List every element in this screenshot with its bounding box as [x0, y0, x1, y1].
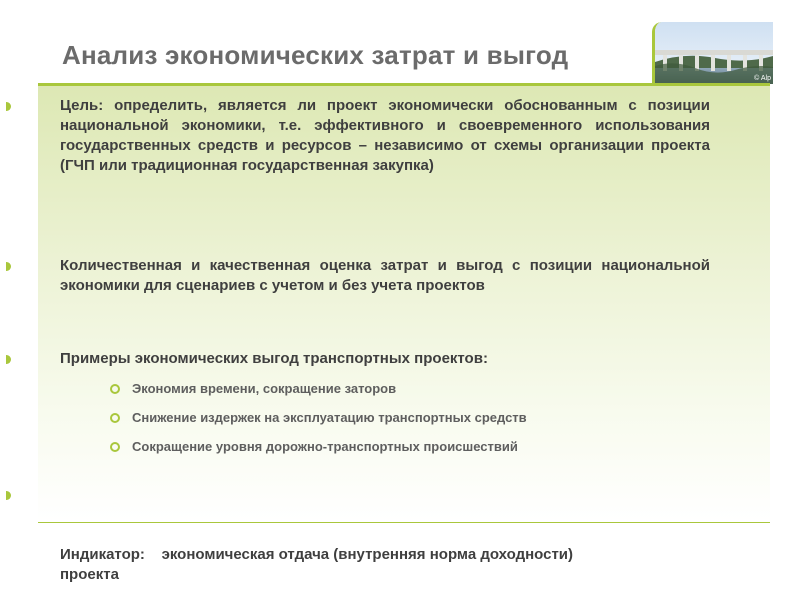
sub-bullet-text: Сокращение уровня дорожно-транспортных происшествий	[132, 439, 518, 454]
slide-title: Анализ экономических затрат и выгод	[62, 40, 569, 70]
sub-bullet-vehicle-costs	[132, 410, 732, 426]
bullet-icon	[6, 355, 11, 364]
sub-bullet-icon	[110, 442, 120, 452]
bullet-goal	[60, 96, 710, 176]
sub-bullet-icon	[110, 384, 120, 394]
bullet-assessment	[60, 256, 710, 296]
bridge-photo	[652, 22, 773, 84]
photo-credit: © Alp	[754, 75, 771, 82]
sub-bullet-icon	[110, 413, 120, 423]
bullet-text: Индикатор: экономическая отдача (внутренняя норма доходности) проекта	[60, 546, 578, 583]
bullet-indicator	[60, 485, 620, 600]
footer-divider	[38, 522, 770, 523]
bullet-text: Примеры экономических выгод транспортных проектов:	[60, 350, 488, 367]
bullet-text: Цель: определить, является ли проект экономически обоснованным с позиции национальной экономики, т.е. эффективного и своевременного использования государственных средств и ресурсов – независимо от схемы организации проекта (ГЧП или традиционная государственная закупка)	[60, 97, 710, 174]
sub-bullet-text: Снижение издержек на эксплуатацию транспортных средств	[132, 410, 527, 425]
bullet-icon	[6, 262, 11, 271]
bullet-icon	[6, 102, 11, 111]
sub-bullet-text: Экономия времени, сокращение заторов	[132, 381, 397, 396]
bullet-icon	[6, 491, 11, 500]
sub-bullet-accidents	[132, 439, 732, 455]
bullet-examples	[60, 349, 710, 369]
bullet-text: Количественная и качественная оценка затрат и выгод с позиции национальной экономики для сценариев с учетом и без учета проектов	[60, 257, 710, 294]
sub-bullet-time-savings	[132, 381, 732, 397]
